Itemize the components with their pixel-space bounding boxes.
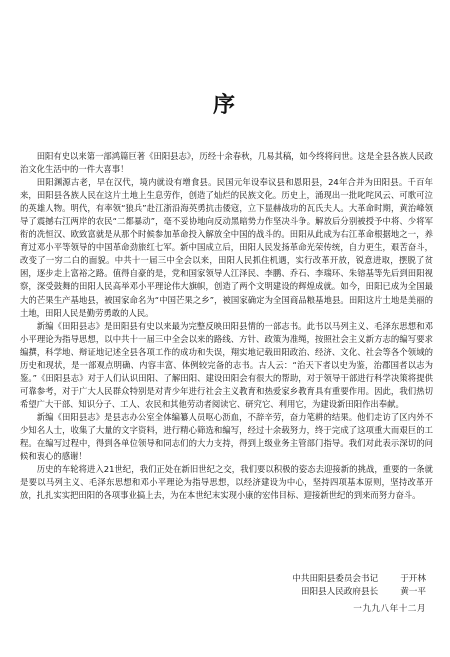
paragraph-1: 田阳有史以来第一部鸿篇巨著《田阳县志》，历经十余春秋，几易其稿，如今终将问世。这是全县各族人民政治文化生活中的一件大喜事！ [20, 151, 434, 175]
page-title: 序 [212, 92, 237, 118]
paragraph-3: 新编《田阳县志》是田阳县有史以来最为完整反映田阳县情的一部志书。此书以马列主义、毛泽东思想和邓小平理论为指导思想，以中共十一届三中全会以来的路线、方针、政策为准绳，按照社会主义新方志的编写要求编撰，科学地、辩证地记述全县各项工作的成功和失误，翔实地记载田阳政治、经济、文化、社会等各个领域的历史和现状，是一部观点明确、内容丰富、体例较完备的志书。古人云：“治天下者以史为鉴，治郡国者以志为鉴。”《田阳县志》对于人们认识田阳、了解田阳、建设田阳会有很大的帮助，对于领导干部进行科学决策将提供可靠参考，对于广大人民群众特别是对青少年进行社会主义教育和热爱家乡教育具有重要作用。因此，我们热切希望广大干部、知识分子、工人、农民和其他劳动者阅读它、研究它、利用它，为建设新田阳作出奉献。 [20, 320, 433, 409]
signer-name-1: 于开林 [400, 574, 426, 584]
paragraph-4: 新编《田阳县志》是县志办公室全体编纂人员呕心沥血，不辞辛劳，奋力笔耕的结果。他们走访了区内外不少知名人士，收集了大量的文字资料，进行精心筛选和编写，经过十余载努力，终于完成了这项重大而艰巨的工程。在编写过程中，得到各单位领导和同志们的大力支持，得到上级业务主管部门指导。我们对此表示深切的问候和衷心的感谢！ [20, 411, 433, 462]
signature-line-1 [292, 573, 426, 586]
signature-block [292, 573, 426, 616]
preface-body [20, 150, 433, 502]
signature-line-2 [292, 586, 426, 599]
paragraph-5: 历史的车轮将进入21世纪，我们正处在新旧世纪之交，我们要以积极的姿态去迎接新的挑战，重要的一条就是要以马列主义、毛泽东思想和邓小平理论为指导思想，以经济建设为中心，坚持四项基本原则，坚持改革开放，扎扎实实把田阳的各项事业搞上去，为在本世纪末实现小康的宏伟目标、迎接新世纪的到来而努力奋斗。 [20, 464, 433, 501]
signer-name-2: 黄一平 [400, 587, 426, 597]
signer-title-1: 中共田阳县委员会书记 [292, 574, 379, 584]
signature-date: 一九九八年十二月 [353, 604, 426, 614]
paragraph-2: 田阳渊源古老，早在汉代，境内就设有增食县。民国元年设奉议县和恩阳县，24年合并为田阳县。千百年来，田阳县各族人民在这片土地上生息劳作，创造了灿烂的民族文化。历史上，涌现出一批叱咤风云、可歌可泣的英雄人物。明代，有率领“狼兵”赴江浙沿海英勇抗击倭寇，立下显赫战功的瓦氏夫人。大革命时期，黄治峰领导了震撼右江两岸的农民“二都暴动”，毫不妥协地向反动黑暗势力作坚决斗争。解放后分别被授予中将、少将军衔的冼恒汉、欧致富就是从那个时候参加革命投入解放全中国的战斗的。田阳从此成为右江革命根据地之一，养育过邓小平等领导的中国革命劲旅红七军。新中国成立后，田阳人民发扬革命光荣传统，自力更生，艰苦奋斗，改变了一穷二白的面貌。中共十一届三中全会以来，田阳人民抓住机遇，实行改革开放，锐意进取，摆脱了贫困，逐步走上富裕之路。值得自豪的是，党和国家领导人江泽民、李鹏、乔石、李瑞环、朱镕基等先后到田阳视察，深受鼓舞的田阳人民高举邓小平理论伟大旗帜，创造了两个文明建设的辉煌成就。如今，田阳已成为全国最大的芒果生产基地县，被国家命名为“中国芒果之乡”，被国家确定为全国商品粮基地县。田阳这片土地是美丽的土地，田阳人民是勤劳勇敢的人民。 [20, 177, 433, 318]
signer-title-2: 田阳县人民政府县长 [300, 587, 379, 597]
